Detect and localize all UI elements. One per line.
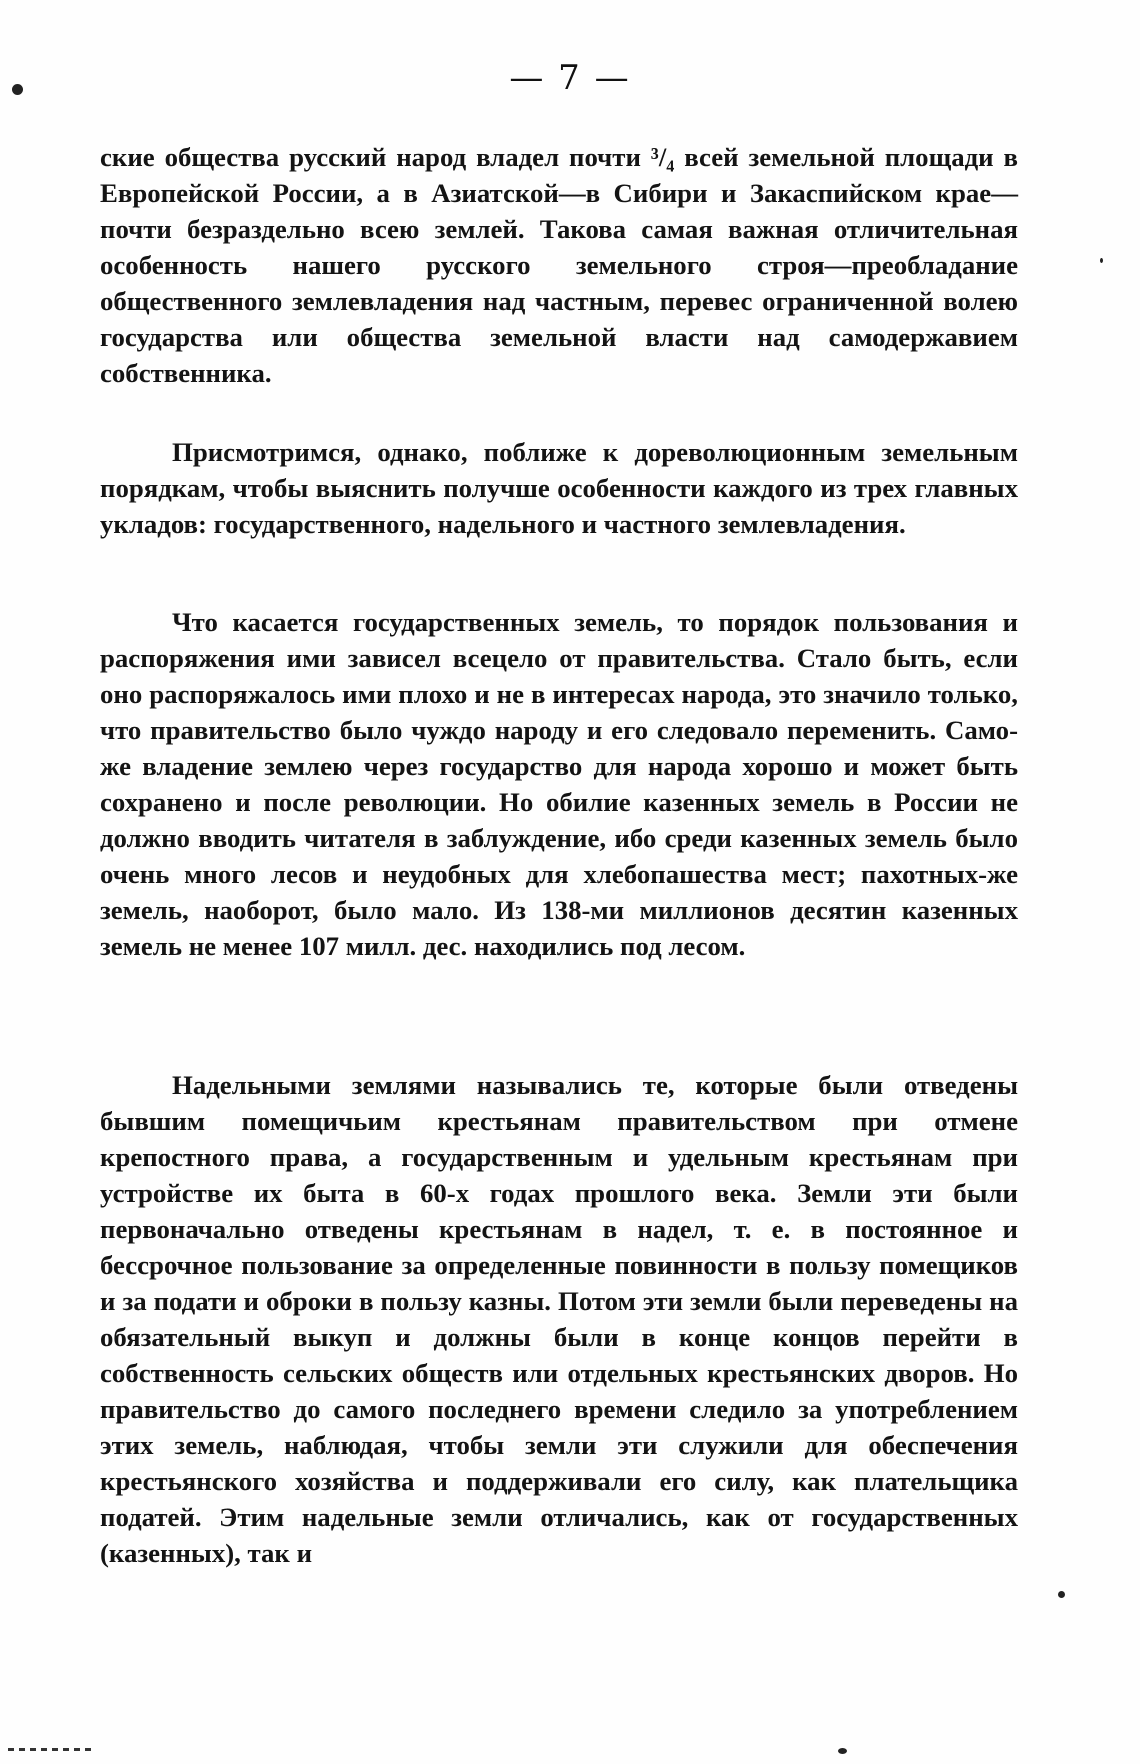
- page-number: — 7 —: [509, 58, 631, 98]
- scan-speck: [1058, 1591, 1065, 1598]
- paragraph-3: Что касается государственных земель, то порядок пользования и распоряжения ими зависел всецело от правительства. Стало быть, если оно распоряжалось ими плохо и не в интересах народа, это значило только, что правительство было чуждо народу и его следовало переменить. Само-же владение землею через государство для народа хорошо и может быть сохранено и после революции. Но обилие казенных земель в России не должно вводить читателя в заблуждение, ибо среди казенных земель было очень много лесов и неудобных для хлебопашества мест; пахотных-же земель, наоборот, было мало. Из 138-ми миллионов десятин казенных земель не менее 107 милл. дес. находились под лесом.: [100, 607, 1018, 961]
- paragraph-1: ские общества русский народ владел почти ³/₄ всей земельной площади в Европейской России, а в Азиатской—в Сибири и Закаспийском крае—почти безраздельно всею землей. Такова самая важная отличительная особенность нашего русского земельного строя—преобладание общественного землевладения над частным, перевес ограниченной волею государства или общества земельной власти над самодержавием собственника.: [100, 142, 1018, 388]
- paragraph-2-block: [100, 434, 1018, 542]
- scan-artifact-line: [8, 1748, 92, 1751]
- paragraph-3-block: [100, 604, 1018, 964]
- scan-speck: [838, 1748, 847, 1754]
- paragraph-2: Присмотримся, однако, поближе к дореволюционным земельным порядкам, чтобы выяснить получше особенности каждого из трех главных укладов: государственного, надельного и частного землевладения.: [100, 437, 1018, 539]
- scan-speck: [1100, 258, 1103, 263]
- paragraph-1-block: [100, 139, 1018, 391]
- scan-speck: [12, 84, 23, 95]
- paragraph-4-block: [100, 1067, 1018, 1571]
- paragraph-4: Надельными землями назывались те, которые были отведены бывшим помещичьим крестьянам правительством при отмене крепостного права, а государственным и удельным крестьянам при устройстве их быта в 60-х годах прошлого века. Земли эти были первоначально отведены крестьянам в надел, т. е. в постоянное и бессрочное пользование за определенные повинности в пользу помещиков и за подати и оброки в пользу казны. Потом эти земли были переведены на обязательный выкуп и должны были в конце концов перейти в собственность сельских обществ или отдельных крестьянских дворов. Но правительство до самого последнего времени следило за употреблением этих земель, наблюдая, чтобы земли эти служили для обеспечения крестьянского хозяйства и поддерживали его силу, как плательщика податей. Этим надельные земли отличались, как от государственных (казенных), так и: [100, 1070, 1018, 1568]
